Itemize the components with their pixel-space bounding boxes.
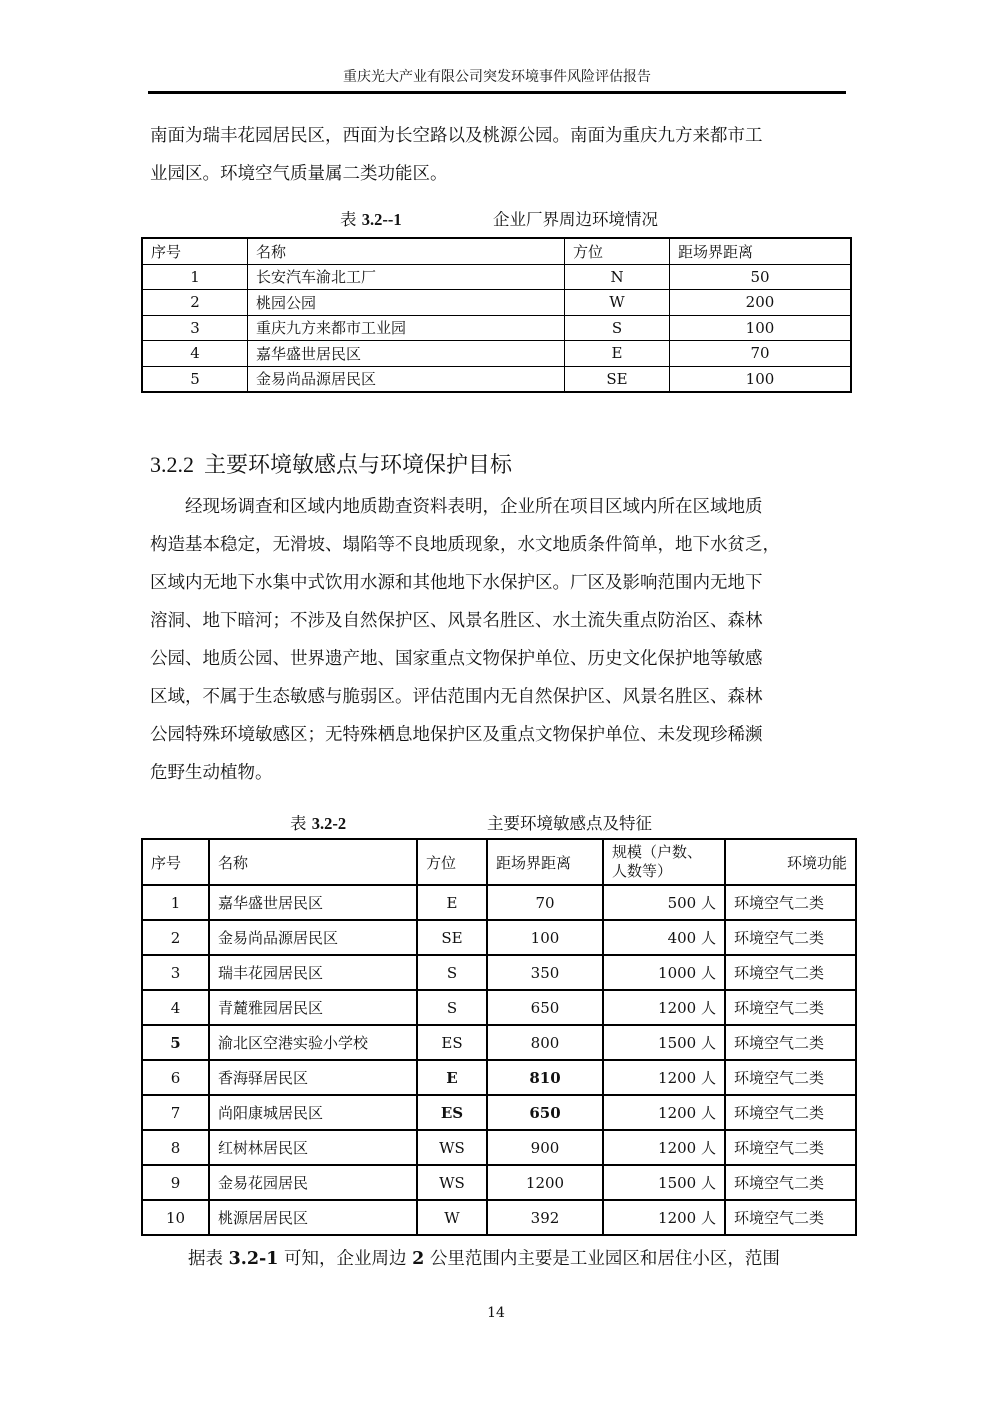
cell-name: 香海驿居民区: [209, 1060, 417, 1095]
table-row: [142, 1060, 856, 1095]
table-row: [142, 920, 856, 955]
cell-function: 环境空气二类: [725, 1165, 856, 1200]
body-line: 危野生动植物。: [150, 763, 273, 783]
body-line: 溶洞、地下暗河；不涉及自然保护区、风景名胜区、水土流失重点防治区、森林: [150, 611, 763, 631]
table2-caption-prefix: 表: [290, 814, 307, 833]
cell-scale: 1200 人: [603, 1095, 725, 1130]
cell-direction: N: [565, 264, 670, 290]
cell-scale: 1500 人: [603, 1025, 725, 1060]
cell-index: 10: [142, 1200, 209, 1235]
page-number: 14: [487, 1305, 505, 1321]
cell-function: 环境空气二类: [725, 885, 856, 920]
cell-index: 5: [142, 366, 248, 392]
cell-direction: W: [565, 290, 670, 316]
table-row: [142, 1200, 856, 1235]
cell-index: 6: [142, 1060, 209, 1095]
table-surrounding-environment: [141, 237, 852, 393]
cell-name: 尚阳康城居民区: [209, 1095, 417, 1130]
col-header-name: 名称: [209, 839, 417, 885]
col-header-scale-line-1: 规模（户数、: [612, 843, 703, 861]
cell-distance: 70: [670, 341, 852, 367]
cell-index: 8: [142, 1130, 209, 1165]
body-line: 区域内无地下水集中式饮用水源和其他地下水保护区。厂区及影响范围内无地下: [150, 573, 763, 593]
header-rule: [148, 91, 846, 94]
body-line: 公园特殊环境敏感区；无特殊栖息地保护区及重点文物保护单位、未发现珍稀濒: [150, 725, 763, 745]
cell-direction: W: [417, 1200, 487, 1235]
cell-index: 7: [142, 1095, 209, 1130]
closing-text-2: 可知，企业周边: [284, 1249, 407, 1269]
cell-name: 桃园公园: [248, 290, 565, 316]
cell-direction: E: [565, 341, 670, 367]
cell-name: 长安汽车渝北工厂: [248, 264, 565, 290]
cell-name: 金易花园居民: [209, 1165, 417, 1200]
table1-caption-number: 3.2--1: [361, 210, 402, 229]
closing-text-1: 据表: [188, 1249, 223, 1269]
intro-line-1: 南面为瑞丰花园居民区，西面为长空路以及桃源公园。南面为重庆九方来都市工: [150, 126, 763, 146]
table-row: [142, 315, 851, 341]
cell-function: 环境空气二类: [725, 1130, 856, 1165]
cell-distance: 810: [487, 1060, 603, 1095]
cell-distance: 200: [670, 290, 852, 316]
col-header-direction: 方位: [417, 839, 487, 885]
table-row: [142, 990, 856, 1025]
cell-index: 5: [142, 1025, 209, 1060]
cell-direction: E: [417, 1060, 487, 1095]
cell-distance: 392: [487, 1200, 603, 1235]
cell-function: 环境空气二类: [725, 1095, 856, 1130]
intro-paragraph: [150, 117, 842, 193]
section-title: 主要环境敏感点与环境保护目标: [204, 453, 513, 478]
cell-distance: 650: [487, 1095, 603, 1130]
closing-number: 2: [412, 1249, 425, 1269]
table-sensitive-points: [141, 838, 857, 1236]
cell-distance: 50: [670, 264, 852, 290]
cell-name: 桃源居居民区: [209, 1200, 417, 1235]
cell-distance: 70: [487, 885, 603, 920]
intro-line-2: 业园区。环境空气质量属二类功能区。: [150, 164, 448, 184]
cell-index: 2: [142, 920, 209, 955]
cell-distance: 100: [670, 366, 852, 392]
cell-name: 金易尚品源居民区: [209, 920, 417, 955]
cell-distance: 800: [487, 1025, 603, 1060]
cell-direction: WS: [417, 1165, 487, 1200]
cell-function: 环境空气二类: [725, 920, 856, 955]
cell-distance: 900: [487, 1130, 603, 1165]
cell-name: 渝北区空港实验小学校: [209, 1025, 417, 1060]
cell-index: 3: [142, 315, 248, 341]
col-header-index: 序号: [142, 238, 248, 264]
cell-name: 重庆九方来都市工业园: [248, 315, 565, 341]
section-heading: [150, 448, 512, 479]
cell-distance: 100: [670, 315, 852, 341]
cell-distance: 650: [487, 990, 603, 1025]
body-line: 公园、地质公园、世界遗产地、国家重点文物保护单位、历史文化保护地等敏感: [150, 649, 763, 669]
cell-function: 环境空气二类: [725, 955, 856, 990]
body-line: 经现场调查和区域内地质勘查资料表明，企业所在项目区域内所在区域地质: [185, 497, 763, 517]
cell-name: 嘉华盛世居民区: [209, 885, 417, 920]
table-row: [142, 341, 851, 367]
table-row: [142, 1165, 856, 1200]
cell-scale: 1000 人: [603, 955, 725, 990]
running-header: 重庆光大产业有限公司突发环境事件风险评估报告: [343, 69, 651, 85]
cell-name: 青麓雅园居民区: [209, 990, 417, 1025]
cell-scale: 1200 人: [603, 1060, 725, 1095]
cell-distance: 100: [487, 920, 603, 955]
cell-function: 环境空气二类: [725, 1200, 856, 1235]
cell-distance: 1200: [487, 1165, 603, 1200]
cell-scale: 1500 人: [603, 1165, 725, 1200]
col-header-distance: 距场界距离: [670, 238, 852, 264]
table-row: [142, 264, 851, 290]
table-row: [142, 885, 856, 920]
cell-index: 1: [142, 264, 248, 290]
cell-direction: WS: [417, 1130, 487, 1165]
table1-caption-prefix: 表: [340, 210, 357, 229]
table2-caption-title: 主要环境敏感点及特征: [487, 814, 652, 833]
cell-direction: SE: [565, 366, 670, 392]
cell-name: 金易尚品源居民区: [248, 366, 565, 392]
cell-direction: ES: [417, 1025, 487, 1060]
cell-function: 环境空气二类: [725, 990, 856, 1025]
col-header-name: 名称: [248, 238, 565, 264]
col-header-distance: 距场界距离: [487, 839, 603, 885]
body-line: 构造基本稳定，无滑坡、塌陷等不良地质现象，水文地质条件简单，地下水贫乏，: [150, 535, 780, 555]
cell-direction: S: [417, 990, 487, 1025]
closing-text-3: 公里范围内主要是工业园区和居住小区，范围: [429, 1249, 780, 1269]
cell-index: 9: [142, 1165, 209, 1200]
cell-scale: 1200 人: [603, 1200, 725, 1235]
cell-name: 嘉华盛世居民区: [248, 341, 565, 367]
cell-name: 瑞丰花园居民区: [209, 955, 417, 990]
table-header-row: [142, 839, 856, 885]
table2-caption-number: 3.2-2: [311, 814, 347, 833]
table-header-row: [142, 238, 851, 264]
cell-direction: S: [565, 315, 670, 341]
cell-function: 环境空气二类: [725, 1060, 856, 1095]
closing-table-ref: 3.2-1: [228, 1249, 279, 1269]
cell-scale: 400 人: [603, 920, 725, 955]
body-line: 区域，不属于生态敏感与脆弱区。评估范围内无自然保护区、风景名胜区、森林: [150, 687, 763, 707]
table-row: [142, 1025, 856, 1060]
table-row: [142, 955, 856, 990]
cell-direction: E: [417, 885, 487, 920]
table1-caption-title: 企业厂界周边环境情况: [493, 210, 658, 229]
table-row: [142, 1130, 856, 1165]
table-row: [142, 290, 851, 316]
cell-index: 4: [142, 341, 248, 367]
col-header-scale-line-2: 人数等）: [612, 862, 673, 880]
table1-caption: [340, 206, 402, 230]
cell-direction: S: [417, 955, 487, 990]
section-number: 3.2.2: [150, 452, 194, 477]
table-row: [142, 1095, 856, 1130]
cell-function: 环境空气二类: [725, 1025, 856, 1060]
col-header-function: 环境功能: [725, 839, 856, 885]
cell-direction: SE: [417, 920, 487, 955]
col-header-direction: 方位: [565, 238, 670, 264]
cell-scale: 500 人: [603, 885, 725, 920]
col-header-scale: [603, 839, 725, 885]
cell-index: 4: [142, 990, 209, 1025]
cell-index: 1: [142, 885, 209, 920]
cell-name: 红树林居民区: [209, 1130, 417, 1165]
cell-index: 3: [142, 955, 209, 990]
cell-index: 2: [142, 290, 248, 316]
table-row: [142, 366, 851, 392]
cell-direction: ES: [417, 1095, 487, 1130]
cell-scale: 1200 人: [603, 1130, 725, 1165]
cell-scale: 1200 人: [603, 990, 725, 1025]
closing-paragraph: [150, 1240, 842, 1278]
col-header-index: 序号: [142, 839, 209, 885]
body-paragraph: [150, 488, 842, 792]
cell-distance: 350: [487, 955, 603, 990]
table2-caption: [290, 810, 346, 834]
